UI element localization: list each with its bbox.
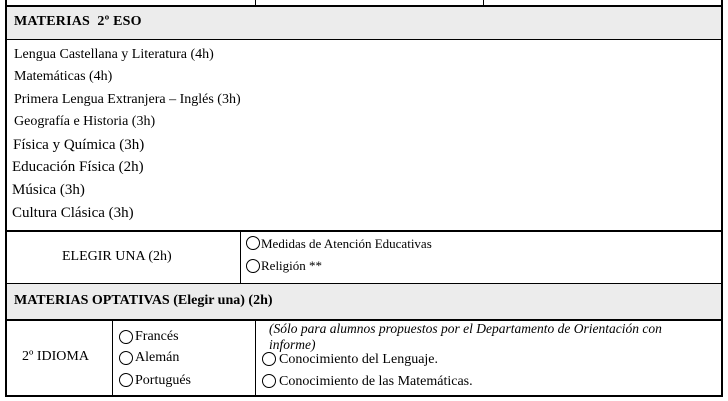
radio-aleman[interactable] <box>119 351 133 365</box>
optativas-note-cont: informe) <box>269 337 316 352</box>
radio-portugues[interactable] <box>119 373 133 387</box>
rule-above-optativas <box>5 283 723 284</box>
table-border-top <box>5 5 723 7</box>
special-option-label: Conocimiento de las Matemáticas. <box>279 374 473 389</box>
subject-item: Educación Física (2h) <box>12 159 144 175</box>
subject-item: Música (3h) <box>12 182 85 198</box>
divider-idioma-options <box>255 320 256 396</box>
divider-idioma <box>112 320 113 396</box>
option-label: Medidas de Atención Educativas <box>261 236 432 251</box>
subject-item: Lengua Castellana y Literatura (4h) <box>14 47 214 62</box>
special-option-label: Conocimiento del Lenguaje. <box>279 352 439 367</box>
rule-above-elegir <box>5 230 723 232</box>
table-border-right <box>721 5 723 397</box>
subject-item: Geografía e Historia (3h) <box>14 114 156 129</box>
radio-conocimiento-matematicas[interactable] <box>262 374 276 388</box>
idioma-option-label: Francés <box>135 329 179 344</box>
section-header-optativas: MATERIAS OPTATIVAS (Elegir una) (2h) <box>14 293 273 308</box>
option-label: Religión ** <box>261 258 323 273</box>
rule-below-header-2eso <box>5 39 723 40</box>
subject-item: Primera Lengua Extranjera – Inglés (3h) <box>14 92 241 107</box>
subject-item: Física y Química (3h) <box>13 137 145 153</box>
subject-item: Matemáticas (4h) <box>14 69 113 84</box>
radio-religion[interactable] <box>246 259 260 273</box>
idioma-option-label: Portugués <box>135 373 191 388</box>
idioma-option-label: Alemán <box>135 350 180 365</box>
divider-elegir <box>240 231 241 283</box>
table-border-left <box>5 5 7 397</box>
radio-medidas-atencion[interactable] <box>246 236 260 250</box>
optativas-note: (Sólo para alumnos propuestos por el Departamento de Orientación con <box>269 321 662 336</box>
radio-frances[interactable] <box>119 330 133 344</box>
idioma-label: 2º IDIOMA <box>22 349 89 364</box>
elegir-una-label: ELEGIR UNA (2h) <box>62 249 172 264</box>
radio-conocimiento-lenguaje[interactable] <box>262 352 276 366</box>
subject-item: Cultura Clásica (3h) <box>12 205 134 221</box>
section-header-2eso: MATERIAS 2º ESO <box>14 14 142 29</box>
